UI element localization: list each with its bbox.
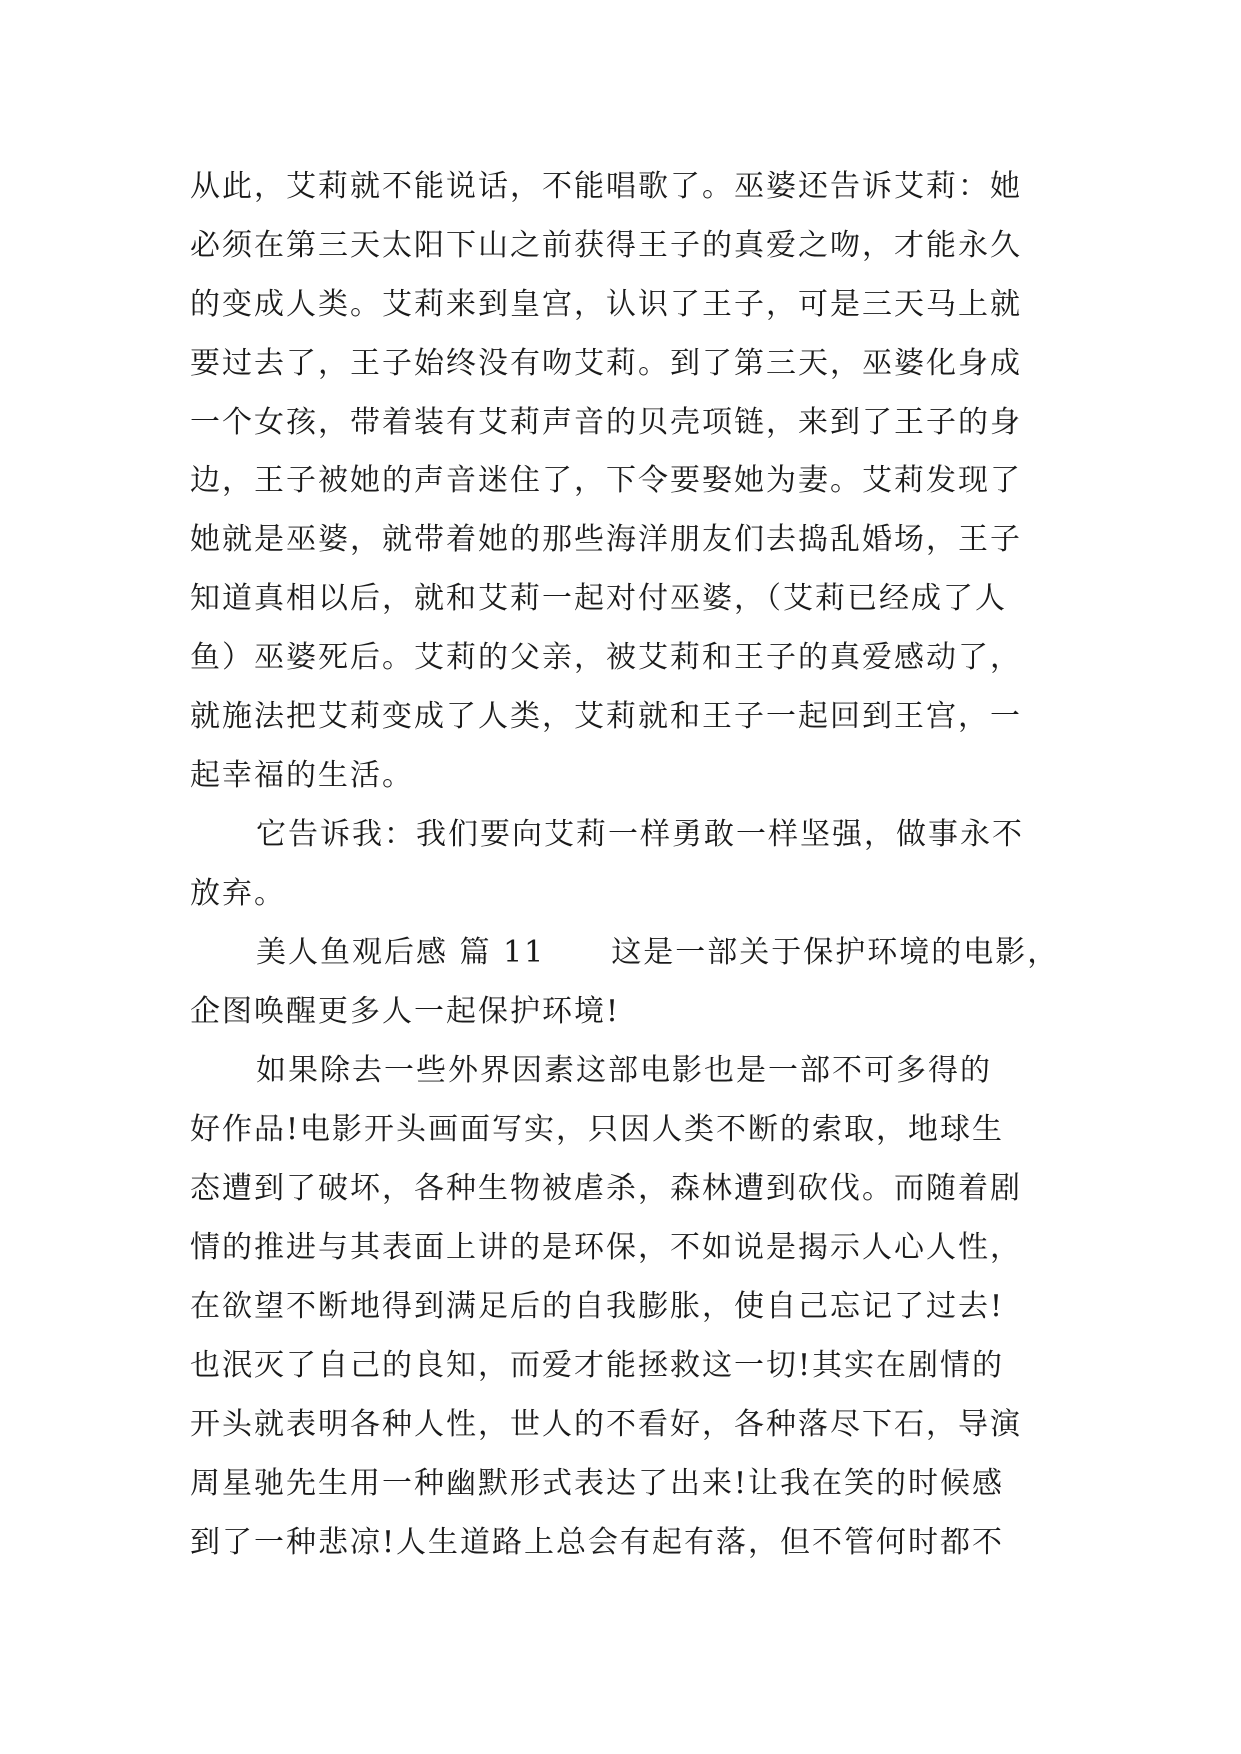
paragraph-line: 放弃。 xyxy=(190,876,286,911)
paragraph-line: 好作品!电影开头画面写实，只因人类不断的索取，地球生 xyxy=(190,1112,1005,1147)
paragraph-line: 鱼）巫婆死后。艾莉的父亲，被艾莉和王子的真爱感动了， xyxy=(190,640,1022,675)
paragraph-text: 这是一部关于保护环境的电影， xyxy=(611,935,1060,970)
paragraph-line: 它告诉我：我们要向艾莉一样勇敢一样坚强，做事永不 xyxy=(256,817,1024,852)
paragraph-line: 从此，艾莉就不能说话，不能唱歌了。巫婆还告诉艾莉：她 xyxy=(190,169,1022,204)
paragraph-line: 一个女孩，带着装有艾莉声音的贝壳项链，来到了王子的身 xyxy=(190,405,1022,440)
paragraph-line: 周星驰先生用一种幽默形式表达了出来!让我在笑的时候感 xyxy=(190,1466,1005,1501)
paragraph-line: 要过去了，王子始终没有吻艾莉。到了第三天，巫婆化身成 xyxy=(190,346,1022,381)
paragraph-line: 起幸福的生活。 xyxy=(190,758,414,793)
paragraph-line: 也泯灭了自己的良知，而爱才能拯救这一切!其实在剧情的 xyxy=(190,1348,1005,1383)
paragraph-line: 的变成人类。艾莉来到皇宫，认识了王子，可是三天马上就 xyxy=(190,287,1022,322)
paragraph-line: 如果除去一些外界因素这部电影也是一部不可多得的 xyxy=(256,1053,992,1088)
section-heading: 美人鱼观后感 篇 11 xyxy=(256,935,546,970)
paragraph-line: 态遭到了破坏，各种生物被虐杀，森林遭到砍伐。而随着剧 xyxy=(190,1171,1022,1206)
paragraph-line: 她就是巫婆，就带着她的那些海洋朋友们去捣乱婚场，王子 xyxy=(190,522,1022,557)
paragraph-line: 在欲望不断地得到满足后的自我膨胀，使自己忘记了过去! xyxy=(190,1289,1005,1324)
paragraph-line: 边，王子被她的声音迷住了，下令要娶她为妻。艾莉发现了 xyxy=(190,463,1022,498)
paragraph-line: 情的推进与其表面上讲的是环保，不如说是揭示人心人性， xyxy=(190,1230,1022,1265)
paragraph-line: 知道真相以后，就和艾莉一起对付巫婆，（艾莉已经成了人 xyxy=(190,581,1007,616)
paragraph-line: 企图唤醒更多人一起保护环境! xyxy=(190,994,621,1029)
paragraph-line: 就施法把艾莉变成了人类，艾莉就和王子一起回到王宫，一 xyxy=(190,699,1022,734)
paragraph-line: 必须在第三天太阳下山之前获得王子的真爱之吻，才能永久 xyxy=(190,228,1022,263)
paragraph-line: 到了一种悲凉!人生道路上总会有起有落，但不管何时都不 xyxy=(190,1525,1005,1560)
section-heading-line xyxy=(256,924,1070,982)
paragraph-line: 开头就表明各种人性，世人的不看好，各种落尽下石，导演 xyxy=(190,1407,1022,1442)
